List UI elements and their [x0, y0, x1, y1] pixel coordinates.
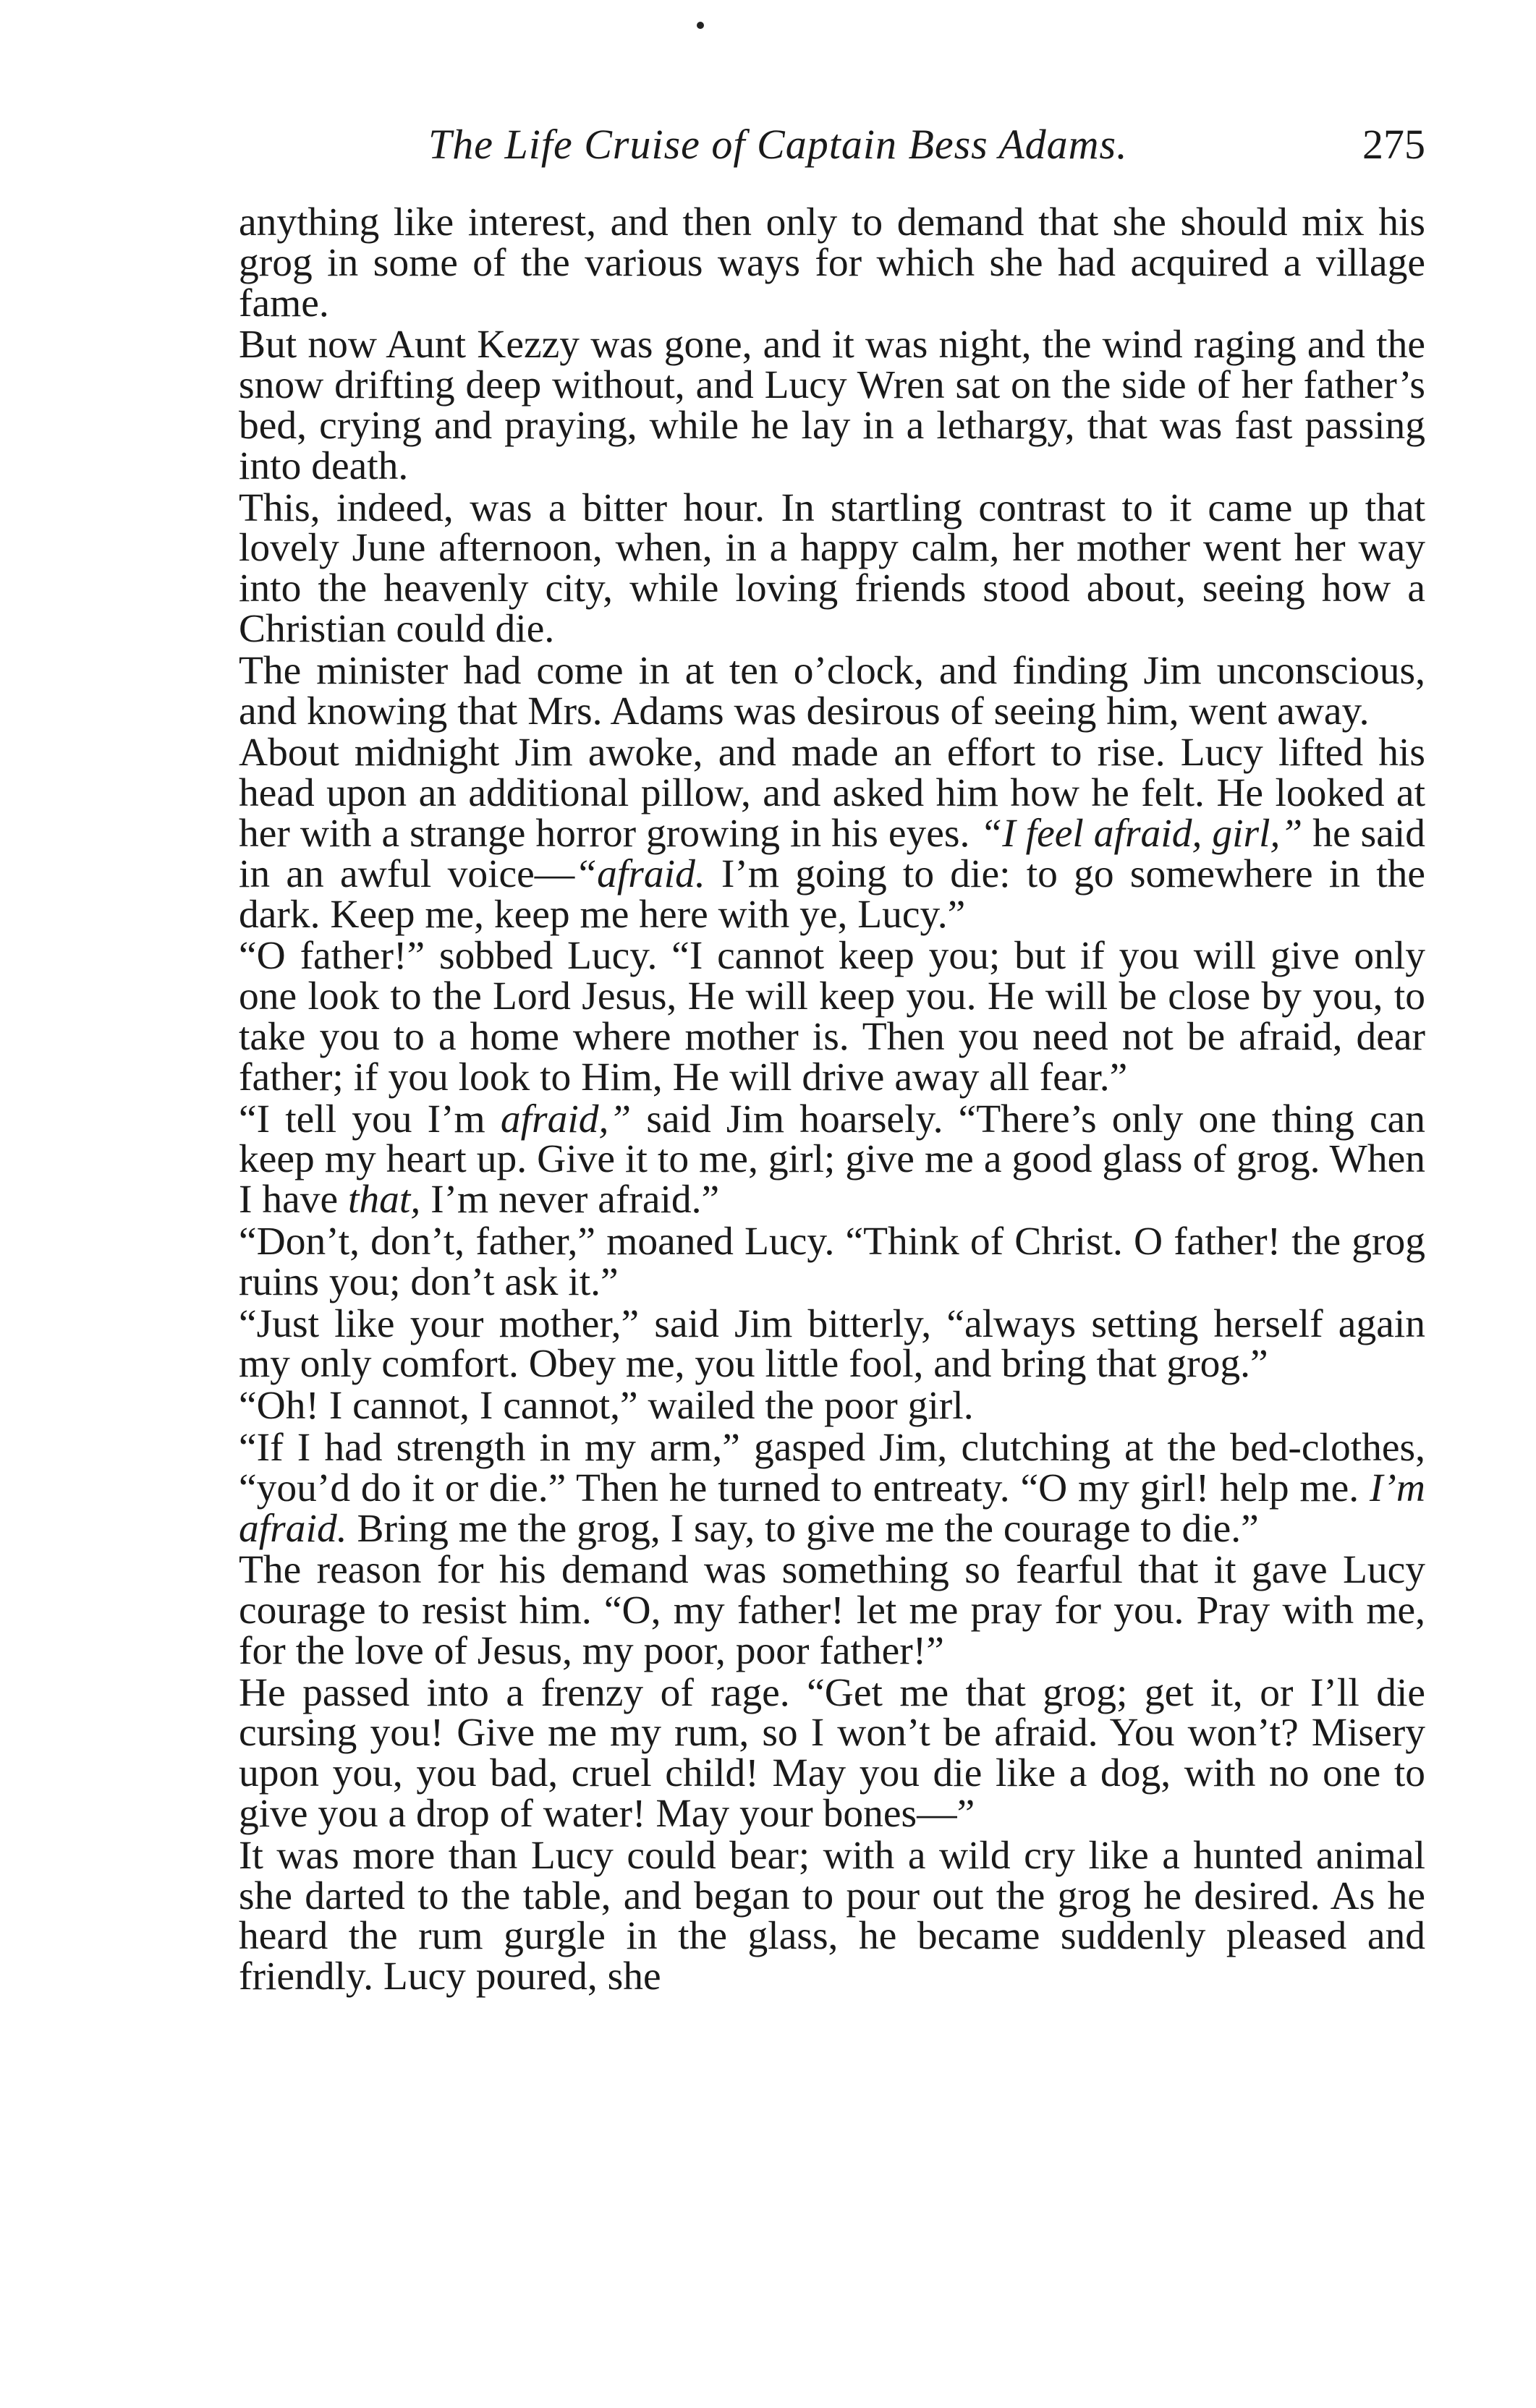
ink-dot	[697, 22, 704, 29]
page-number: 275	[1362, 121, 1425, 168]
paragraph: But now Aunt Kezzy was gone, and it was night, the wind raging and the snow drifting deep without, and Lucy Wren sat on the side of her father’s bed, crying and praying, while he lay in a lethargy, that was fast passing into death.	[239, 323, 1425, 488]
text-run: said Jim hoarsely. “There’s only one thing can keep my heart up. Give it to me, girl; give me a good glass of grog. When I have	[239, 1097, 1425, 1222]
text-run: “I tell you I’m	[239, 1097, 501, 1141]
paragraph: The minister had come in at ten o’clock, and finding Jim unconscious, and knowing that Mrs. Adams was desirous of seeing him, went away.	[239, 648, 1425, 733]
text-run: I’m never afraid.”	[420, 1178, 720, 1222]
paragraph: “Don’t, don’t, father,” moaned Lucy. “Think of Christ. O father! the grog ruins you; don’t ask it.”	[239, 1219, 1425, 1304]
paragraph: This, indeed, was a bitter hour. In startling contrast to it came up that lovely June afternoon, when, in a happy calm, her mother went her way into the heavenly city, while loving friends stood about, seeing how a Christian could die.	[239, 485, 1425, 651]
paragraph: “Just like your mother,” said Jim bitterly, “always setting herself again my only comfort. Obey me, you little fool, and bring that grog.”	[239, 1301, 1425, 1387]
italic-run: “I feel afraid, girl,”	[980, 811, 1303, 856]
text-run: I’m going to die: to go somewhere in the dark. Keep me, keep me here with ye, Lucy.”	[239, 851, 1425, 937]
text-run: About midnight Jim awoke, and made an effort to rise. Lucy lifted his head upon an additional pillow, and asked him how he felt. He looked at her with a strange horror growing in his eyes.	[239, 731, 1425, 856]
running-title: The Life Cruise of Captain Bess Adams.	[428, 121, 1128, 168]
paragraph: The reason for his demand was something so fearful that it gave Lucy courage to resist him. “O, my father! let me pray for you. Pray with me, for the love of Jesus, my poor, poor father!”	[239, 1548, 1425, 1673]
paragraph	[239, 733, 1425, 935]
text-run: he said in an awful voice—	[239, 811, 1425, 896]
italic-run: afraid,”	[500, 1097, 632, 1141]
paragraph: He passed into a frenzy of rage. “Get me that grog; get it, or I’ll die cursing you! Give me my rum, so I won’t be afraid. You won’t? Misery upon you, you bad, cruel child! May you die like a dog, with no one to give you a drop of water! May your bones—”	[239, 1670, 1425, 1837]
text-run: Bring me the grog, I say, to give me the courage to die.”	[347, 1506, 1259, 1551]
paragraph: “O father!” sobbed Lucy. “I cannot keep you; but if you will give only one look to the Lord Jesus, He will keep you. He will be close by you, to take you to a home where mother is. Then you need not be afraid, dear father; if you look to Him, He will drive away all fear.”	[239, 934, 1425, 1099]
paragraph: “Oh! I cannot, I cannot,” wailed the poor girl.	[239, 1384, 974, 1429]
paragraph: anything like interest, and then only to demand that she should mix his grog in some of the various ways for which she had acquired a village fame.	[239, 200, 1425, 326]
italic-run: I’m afraid.	[239, 1465, 1425, 1551]
paragraph	[239, 1099, 1425, 1220]
italic-run: that,	[348, 1178, 421, 1222]
running-header	[239, 116, 1425, 174]
body-text	[239, 200, 1425, 1999]
italic-run: “afraid.	[574, 851, 705, 896]
paragraph	[239, 1425, 1425, 1551]
text-run: “If I had strength in my arm,” gasped Jim, clutching at the bed-clothes, “you’d do it or die.” Then he turned to entreaty. “O my girl! help me.	[239, 1425, 1425, 1510]
paragraph: It was more than Lucy could bear; with a wild cry like a hunted animal she darted to the table, and began to pour out the grog he desired. As he heard the rum gurgle in the glass, he became suddenly pleased and friendly. Lucy poured, she	[239, 1833, 1425, 1999]
